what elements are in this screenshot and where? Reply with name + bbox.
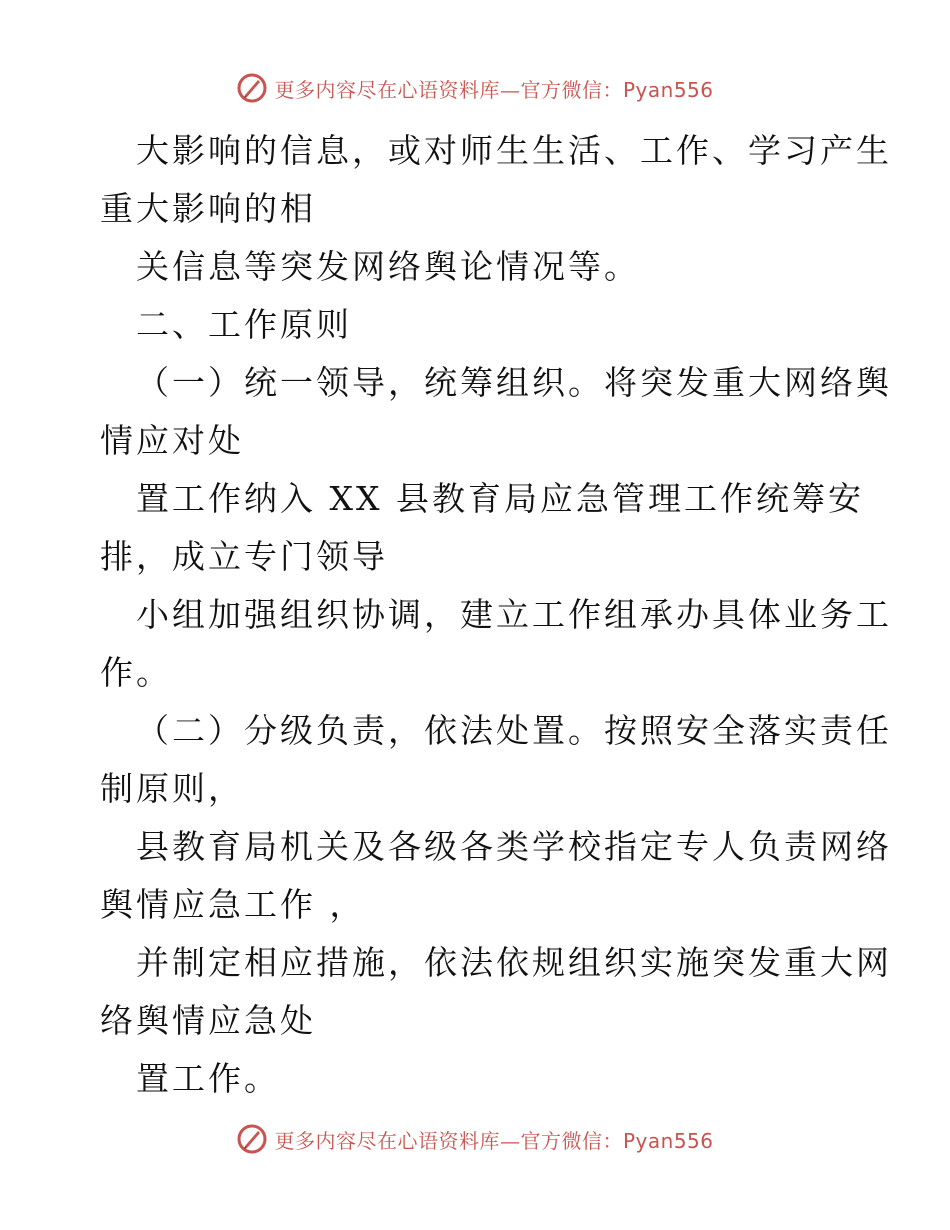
section-heading: 二、工作原则 [136, 305, 352, 344]
watermark-text [274, 74, 713, 103]
text-line: （二）分级负责，依法处置。按照安全落实责任 [136, 711, 892, 750]
text-line: 关信息等突发网络舆论情况等。 [136, 247, 640, 286]
watermark-text [274, 1125, 713, 1154]
watermark-wechat-label: 官方微信： [520, 77, 623, 102]
watermark-brand: 更多内容尽在心语资料库 [274, 77, 500, 102]
document-body [100, 122, 892, 1108]
text-line: 置工作。 [136, 1059, 280, 1098]
text-line: 舆情应急工作 ， [100, 885, 366, 924]
watermark-wechat-id: Pyan556 [622, 1128, 714, 1153]
text-line: 小组加强组织协调，建立工作组承办具体业务工 [136, 595, 892, 634]
text-line: 排，成立专门领导 [100, 537, 388, 576]
text-line: 制原则， [100, 769, 244, 808]
text-line: 并制定相应措施，依法依规组织实施突发重大网 [136, 943, 892, 982]
text-line: 县教育局机关及各级各类学校指定专人负责网络 [136, 827, 892, 866]
text-line: 大影响的信息，或对师生生活、工作、学习产生 [136, 131, 892, 170]
text-line: 作。 [100, 653, 172, 692]
text-line: 情应对处 [100, 421, 244, 460]
quill-icon [236, 1123, 268, 1155]
footer-watermark [0, 1123, 950, 1155]
text-line: 置工作纳入 XX 县教育局应急管理工作统筹安 [136, 479, 864, 518]
header-watermark [0, 72, 950, 104]
watermark-separator: — [499, 1128, 521, 1153]
text-line: （一）统一领导，统筹组织。将突发重大网络舆 [136, 363, 892, 402]
quill-icon [236, 72, 268, 104]
text-line: 重大影响的相 [100, 189, 316, 228]
watermark-brand: 更多内容尽在心语资料库 [274, 1128, 500, 1153]
watermark-separator: — [499, 77, 521, 102]
watermark-wechat-label: 官方微信： [520, 1128, 623, 1153]
watermark-wechat-id: Pyan556 [622, 77, 714, 102]
text-line: 络舆情应急处 [100, 1001, 316, 1040]
